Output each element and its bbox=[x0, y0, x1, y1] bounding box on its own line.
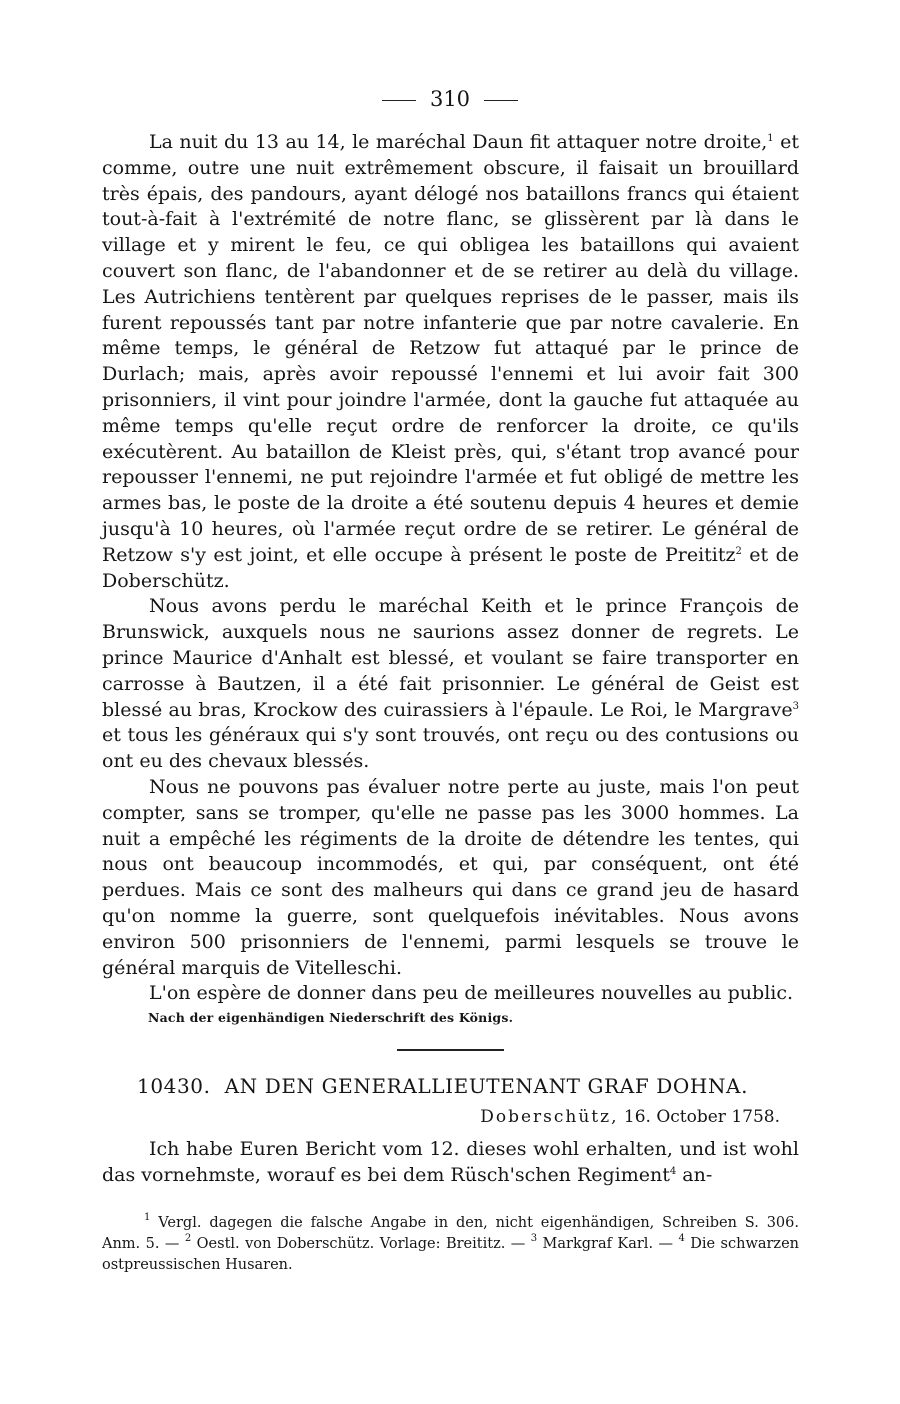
source-note: Nach der eigenhändigen Niederschrift des Königs. bbox=[148, 1010, 514, 1025]
main-text bbox=[102, 130, 799, 1007]
dateline-date: 16. October 1758. bbox=[618, 1107, 780, 1127]
footnote: $^1$ Vergl. dagegen die falsche Angabe in den, nicht eigenhändigen, Schreiben S. 306. Anm. 5. — $^2$ Oestl. von Doberschütz. Vorlage: Breititz. — $^3$ Markgraf Karl. — $^4$ Die schwarzen ostpreussischen Husaren. bbox=[102, 1212, 799, 1273]
letter-text bbox=[102, 1136, 799, 1188]
paragraph: La nuit du 13 au 14, le maréchal Daun fit attaquer notre droite,$^1$ et comme, outre une nuit extrêmement obscure, il faisait un brouillard très épais, des pandours, ayant délogé nos bataillons francs qui étaient tout-à-fait à l'extrémité de notre flanc, se glissèrent par là dans le village et y mirent le feu, ce qui obligea les bataillons qui avaient couvert son flanc, de l'abandonner et de se retirer au delà du village. Les Autrichiens tentèrent par quelques reprises de le passer, mais ils furent repoussés tant par notre infanterie que par notre cavalerie. En même temps, le général de Retzow fut attaqué par le prince de Durlach; mais, après avoir repoussé l'ennemi et lui avoir fait 300 prisonniers, il vint pour joindre l'armée, dont la gauche fut attaquée au même temps qu'elle reçut ordre de renforcer la droite, ce qu'ils exécutèrent. Au bataillon de Kleist près, qui, s'étant trop avancé pour repousser l'ennemi, ne put rejoindre l'armée et fut obligé de mettre les armes bas, le poste de la droite a été soutenu depuis 4 heures et demie jusqu'à 10 heures, où l'armée reçut ordre de se retirer. Le général de Retzow s'y est joint, et elle occupe à présent le poste de Preititz$^2$ et de Doberschütz. bbox=[102, 131, 799, 592]
header-dash-left bbox=[382, 100, 416, 101]
section-divider bbox=[397, 1049, 504, 1051]
footnote-ref: 4 bbox=[669, 1166, 677, 1177]
paragraph: Nous ne pouvons pas évaluer notre perte au juste, mais l'on peut compter, sans se tromper, qu'elle ne passe pas les 3000 hommes. La nuit a empêché les régiments de la droite de détendre les tentes, qui nous ont beaucoup incommodés, et qui, par conséquent, ont été perdues. Mais ce sont des malheurs qui dans ce grand jeu de hasard qu'on nomme la guerre, sont quelquefois inévitables. Nous avons environ 500 prisonniers de l'ennemi, parmi lesquels se trouve le général marquis de Vitelleschi. bbox=[102, 775, 799, 979]
dateline bbox=[480, 1107, 780, 1127]
document-title: AN DEN GENERALLIEUTENANT GRAF DOHNA. bbox=[224, 1074, 749, 1098]
footnote-ref: 1 bbox=[767, 133, 774, 144]
page-number: 310 bbox=[429, 87, 471, 111]
footnote-ref: 3 bbox=[792, 700, 799, 712]
header-dash-right bbox=[484, 100, 518, 101]
page-header bbox=[0, 86, 900, 112]
footnotes bbox=[102, 1213, 799, 1276]
paragraph: Nous avons perdu le maréchal Keith et le prince François de Brunswick, auxquels nous ne saurions assez donner de regrets. Le prince Maurice d'Anhalt est blessé, et voulant se faire transporter en carrosse à Bautzen, il a été fait prisonnier. Le général de Geist est blessé au bras, Krockow des cuirassiers à l'épaule. Le Roi, le Margrave$^3$ et tous les généraux qui s'y sont trouvés, ont reçu ou des contusions ou ont eu des chevaux blessés. bbox=[102, 595, 799, 773]
document-number: 10430. bbox=[137, 1074, 211, 1098]
paragraph: L'on espère de donner dans peu de meilleures nouvelles au public. bbox=[149, 982, 794, 1005]
document-heading bbox=[137, 1074, 748, 1098]
footnote-ref: 2 bbox=[735, 545, 742, 557]
paragraph: Ich habe Euren Bericht vom 12. dieses wohl erhalten, und ist wohl das vornehmste, worauf es bei dem Rüsch'schen Regiment$^4$ an- bbox=[102, 1138, 799, 1186]
dateline-place: Doberschütz, bbox=[480, 1107, 619, 1127]
